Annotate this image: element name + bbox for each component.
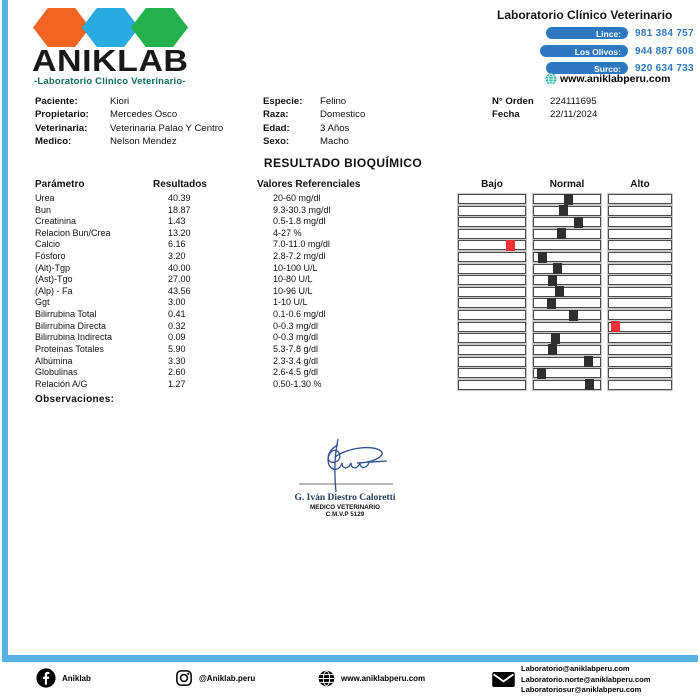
table-row (0, 251, 700, 263)
result-marker (569, 310, 578, 321)
table-row (0, 274, 700, 286)
patient-field (263, 122, 365, 135)
result-marker (574, 217, 583, 228)
reference-range: 20-60 mg/dl (273, 193, 321, 203)
facebook-handle: Aniklab (62, 673, 91, 683)
param-name: Ggt (35, 297, 50, 308)
veterinarian-license: C.M.V.P 5129 (325, 511, 365, 518)
reference-range: 10-100 U/L (273, 262, 318, 273)
report-title: RESULTADO BIOQUÍMICO (263, 156, 423, 170)
veterinarian-name: G. Iván Diestro Caloretti (294, 493, 396, 503)
range-box-bajo (458, 275, 526, 285)
result-value: 3.00 (168, 297, 186, 308)
result-marker (553, 263, 562, 274)
range-box-alto (608, 333, 672, 343)
col-header-valores-referenciales: Valores Referenciales (257, 179, 361, 190)
col-header-bajo: Bajo (481, 179, 503, 190)
range-box-normal (533, 287, 601, 297)
field-label: Sexo: (263, 136, 290, 148)
result-value: 2.60 (168, 367, 186, 378)
result-marker (551, 333, 560, 344)
patient-field (263, 135, 365, 148)
range-box-normal (533, 322, 601, 332)
range-box-bajo (458, 229, 526, 239)
patient-field (263, 108, 365, 121)
result-value: 18.87 (168, 204, 191, 215)
range-box-normal (533, 310, 601, 320)
range-box-normal (533, 240, 601, 250)
result-value: 27.00 (168, 274, 191, 285)
reference-range: 0.50-1.30 % (273, 378, 322, 389)
range-box-bajo (458, 194, 526, 204)
table-row (0, 367, 700, 379)
param-name: Bilirrubina Indirecta (35, 332, 113, 343)
result-marker (537, 368, 546, 379)
range-box-normal (533, 298, 601, 308)
website-row (545, 73, 670, 85)
range-box-alto (608, 345, 672, 355)
reference-range: 2.6-4.5 g/dl (273, 367, 319, 378)
range-box-bajo (458, 310, 526, 320)
result-value: 0.09 (168, 332, 186, 343)
param-name: (Ast)-Tgo (35, 274, 73, 285)
patient-field (35, 95, 223, 108)
globe-icon (318, 670, 335, 687)
param-name: Relacion Bun/Crea (35, 227, 111, 238)
param-name: (Alt)-Tgp (35, 262, 71, 273)
range-box-alto (608, 217, 672, 227)
field-value: Nelson Mendez (110, 136, 177, 148)
phone-number-los-olivos: 944 887 608 (635, 46, 694, 57)
param-name: Bilirrubina Directa (35, 320, 107, 331)
phone-pill-surco: Surco: (546, 62, 628, 74)
table-row (0, 297, 700, 309)
param-name: (Alp) - Fa (35, 285, 73, 296)
range-box-normal (533, 229, 601, 239)
range-box-normal (533, 333, 601, 343)
result-marker (547, 298, 556, 309)
range-box-bajo (458, 345, 526, 355)
table-row (0, 263, 700, 275)
range-box-bajo (458, 217, 526, 227)
result-value: 6.16 (168, 239, 186, 250)
reference-range: 10-96 U/L (273, 285, 313, 296)
range-box-alto (608, 380, 672, 390)
table-row (0, 286, 700, 298)
field-value: Domestico (320, 109, 366, 121)
field-label: Raza: (263, 109, 289, 121)
phone-pill-lince: Lince: (546, 27, 628, 39)
range-box-alto (608, 357, 672, 367)
result-marker (538, 252, 547, 263)
range-box-normal (533, 380, 601, 390)
field-value: 22/11/2024 (550, 109, 598, 121)
range-box-alto (608, 368, 672, 378)
range-box-bajo (458, 368, 526, 378)
result-value: 13.20 (168, 227, 191, 238)
param-name: Relación A/G (35, 378, 88, 389)
field-value: Macho (320, 136, 349, 148)
table-row (0, 309, 700, 321)
range-box-alto (608, 275, 672, 285)
email-address: Laboratorio.norte@aniklabperu.com (521, 674, 651, 684)
table-row (0, 332, 700, 344)
patient-field (35, 135, 223, 148)
phone-number-surco: 920 634 733 (635, 63, 694, 74)
reference-range: 0.5-1.8 mg/dl (273, 216, 326, 227)
table-row (0, 205, 700, 217)
table-row (0, 239, 700, 251)
range-box-bajo (458, 380, 526, 390)
table-row (0, 193, 700, 205)
result-value: 0.32 (168, 320, 186, 331)
logo-hexagons (33, 8, 188, 47)
instagram-handle: @Aniklab.peru (199, 673, 256, 683)
range-box-bajo (458, 333, 526, 343)
range-box-alto (608, 240, 672, 250)
range-box-normal (533, 357, 601, 367)
result-marker (506, 240, 515, 251)
reference-range: 4-27 % (273, 227, 302, 238)
reference-range: 7.0-11.0 mg/dl (273, 239, 330, 250)
signature-block (278, 436, 412, 518)
result-value: 3.20 (168, 251, 186, 262)
range-box-alto (608, 194, 672, 204)
result-value: 1.43 (168, 216, 186, 227)
result-value: 1.27 (168, 378, 186, 389)
observations-label: Observaciones: (35, 394, 115, 405)
logo-hexagon (33, 8, 90, 47)
footer-accent-rule (2, 655, 698, 662)
range-box-normal (533, 368, 601, 378)
range-box-bajo (458, 240, 526, 250)
result-marker (548, 275, 557, 286)
range-box-normal (533, 252, 601, 262)
reference-range: 5.3-7.8 g/dl (273, 343, 319, 354)
globe-icon (545, 73, 557, 85)
range-box-bajo (458, 322, 526, 332)
reference-range: 10-80 U/L (273, 274, 313, 285)
range-box-bajo (458, 264, 526, 274)
range-box-normal (533, 206, 601, 216)
field-value: Mercedes Osco (110, 109, 178, 121)
col-header-normal: Normal (549, 179, 585, 190)
result-marker (564, 194, 573, 205)
reference-range: 0-0.3 mg/dl (273, 320, 319, 331)
field-value: Kiori (110, 96, 130, 107)
patient-info-middle (263, 95, 365, 149)
patient-info-left (35, 95, 223, 149)
envelope-icon (492, 672, 515, 687)
reference-range: 1-10 U/L (273, 297, 308, 308)
veterinarian-title: MEDICO VETERINARIO (310, 504, 380, 511)
range-box-bajo (458, 298, 526, 308)
patient-info-right (492, 95, 597, 122)
logo-hexagon (131, 8, 188, 47)
range-box-normal (533, 275, 601, 285)
col-header-parametro: Parámetro (35, 179, 85, 190)
range-box-normal (533, 264, 601, 274)
footer-instagram (175, 669, 255, 687)
result-value: 43.56 (168, 285, 191, 296)
param-name: Creatinina (35, 216, 77, 227)
reference-range: 2.3-3.4 g/dl (273, 355, 319, 366)
results-rows (0, 193, 700, 390)
email-address: Laboratoriosur@aniklabperu.com (521, 685, 642, 694)
facebook-icon (36, 668, 56, 688)
table-row (0, 228, 700, 240)
result-marker (584, 356, 593, 367)
patient-field (492, 108, 597, 121)
field-label: Especie: (263, 96, 303, 107)
result-marker (555, 286, 564, 297)
table-row (0, 356, 700, 368)
result-marker (585, 379, 594, 390)
field-label: Fecha (492, 109, 520, 121)
lab-subtitle: Laboratorio Clínico Veterinario (497, 8, 673, 22)
range-box-bajo (458, 206, 526, 216)
instagram-icon (175, 669, 193, 687)
phone-pill-los-olivos: Los Olivos: (540, 45, 628, 57)
param-name: Proteinas Totales (35, 343, 104, 354)
result-value: 3.30 (168, 355, 186, 366)
result-marker (611, 321, 620, 332)
website-url: www.aniklabperu.com (560, 73, 671, 85)
field-label: Propietario: (35, 109, 89, 121)
field-label: N° Orden (492, 96, 534, 107)
result-marker (557, 228, 566, 239)
field-label: Medico: (35, 136, 72, 148)
footer-website-url: www.aniklabperu.com (341, 674, 426, 683)
reference-range: 2.8-7.2 mg/dl (273, 251, 326, 262)
result-value: 5.90 (168, 343, 186, 354)
field-label: Paciente: (35, 96, 78, 107)
footer-emails (521, 664, 650, 696)
phone-number-lince: 981 384 757 (635, 28, 694, 39)
patient-field (492, 95, 597, 108)
footer-facebook (36, 668, 91, 688)
param-name: Bun (35, 204, 52, 215)
patient-field (263, 95, 365, 108)
col-header-alto: Alto (630, 179, 650, 190)
reference-range: 0.1-0.6 mg/dl (273, 309, 326, 320)
param-name: Fósforo (35, 251, 66, 262)
table-row (0, 344, 700, 356)
range-box-alto (608, 322, 672, 332)
result-marker (548, 344, 557, 355)
range-box-normal (533, 217, 601, 227)
range-box-alto (608, 264, 672, 274)
logo-wordmark: ANIKLAB (32, 44, 189, 79)
result-value: 40.39 (168, 193, 191, 203)
range-box-normal (533, 345, 601, 355)
result-value: 0.41 (168, 309, 186, 320)
field-value: 224111695 (550, 96, 597, 107)
field-value: 3 Años (320, 122, 350, 134)
range-box-bajo (458, 357, 526, 367)
range-box-alto (608, 310, 672, 320)
param-name: Globulinas (35, 367, 78, 378)
reference-range: 9.3-30.3 mg/dl (273, 204, 331, 215)
field-label: Edad: (263, 122, 290, 134)
col-header-resultados: Resultados (153, 179, 207, 190)
footer-website (318, 670, 425, 687)
table-row (0, 321, 700, 333)
range-box-normal (533, 194, 601, 204)
patient-field (35, 108, 223, 121)
param-name: Bilirrubina Total (35, 309, 97, 320)
table-row (0, 216, 700, 228)
field-label: Veterinaria: (35, 122, 88, 134)
result-value: 40.00 (168, 262, 191, 273)
param-name: Urea (35, 193, 55, 203)
field-value: Felino (320, 96, 347, 107)
logo-tagline: -Laboratorio Clinico Veterinario- (34, 76, 186, 87)
param-name: Calcio (35, 239, 61, 250)
range-box-alto (608, 252, 672, 262)
result-marker (559, 205, 568, 216)
range-box-alto (608, 229, 672, 239)
range-box-bajo (458, 287, 526, 297)
range-box-alto (608, 206, 672, 216)
logo-hexagon (82, 8, 139, 47)
patient-field (35, 122, 223, 135)
range-box-alto (608, 287, 672, 297)
signature-ink (289, 436, 401, 494)
email-address: Laboratorio@aniklabperu.com (521, 664, 630, 673)
table-row (0, 379, 700, 391)
reference-range: 0-0.3 mg/dl (273, 332, 319, 343)
param-name: Albúmina (35, 355, 73, 366)
field-value: Veterinaria Palao Y Centro (110, 122, 224, 134)
range-box-alto (608, 298, 672, 308)
range-box-bajo (458, 252, 526, 262)
